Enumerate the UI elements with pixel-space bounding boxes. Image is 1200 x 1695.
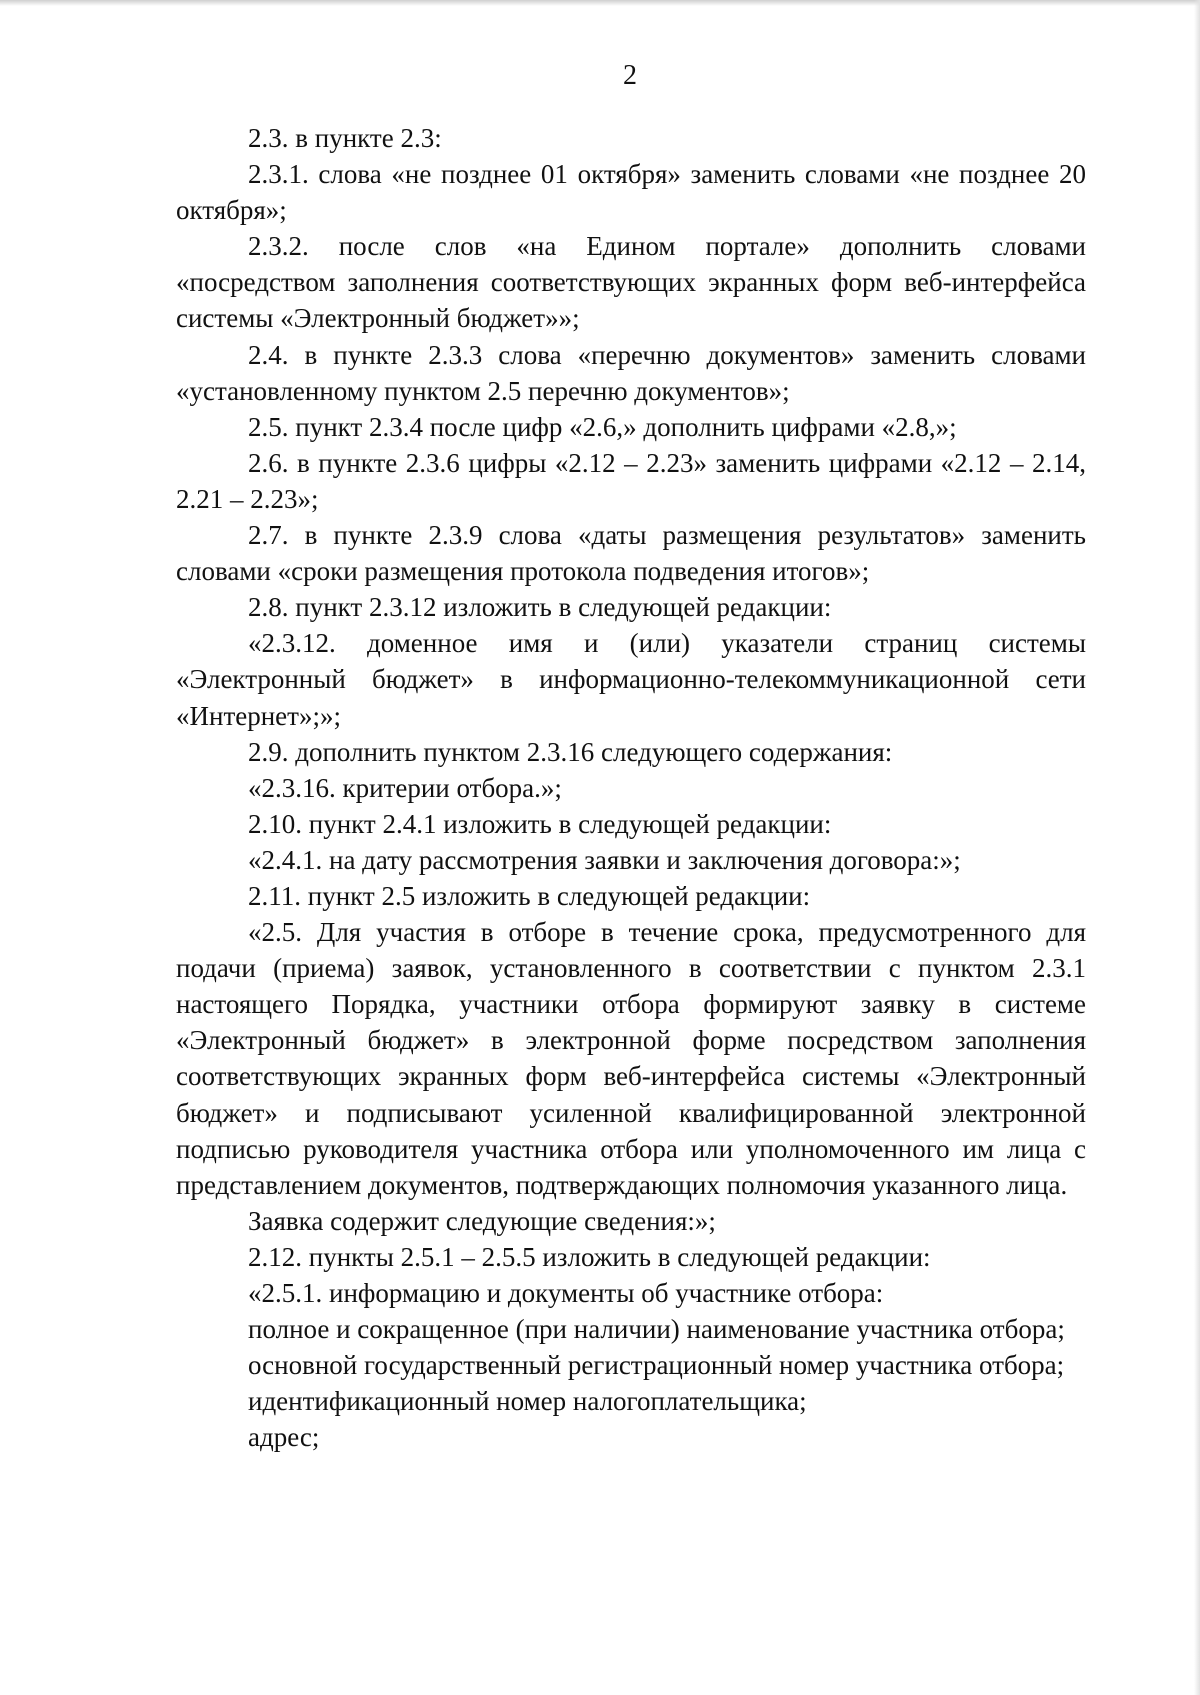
paragraph-2-4-1-quote: «2.4.1. на дату рассмотрения заявки и заключения договора:»; bbox=[248, 844, 961, 875]
paragraph-2-9: 2.9. дополнить пунктом 2.3.16 следующего содержания: bbox=[248, 736, 893, 767]
paragraph-inn: идентификационный номер налогоплательщика; bbox=[248, 1386, 807, 1417]
paragraph-2-7: 2.7. в пункте 2.3.9 слова «даты размещения результатов» заменить словами «сроки размещения протокола подведения итогов»; bbox=[176, 520, 1086, 587]
page-number: 2 bbox=[623, 60, 637, 91]
paragraph-2-6: 2.6. в пункте 2.3.6 цифры «2.12 – 2.23» заменить цифрами «2.12 – 2.14, 2.21 – 2.23»; bbox=[176, 447, 1086, 514]
paragraph-2-4: 2.4. в пункте 2.3.3 слова «перечню документов» заменить словами «установленному пунктом 2.5 перечню документов»; bbox=[176, 339, 1086, 406]
paragraph-2-3-2: 2.3.2. после слов «на Едином портале» дополнить словами «посредством заполнения соответствующих экранных форм веб-интерфейса системы «Электронный бюджет»»; bbox=[176, 231, 1086, 334]
paragraph-2-11: 2.11. пункт 2.5 изложить в следующей редакции: bbox=[248, 880, 811, 911]
document-body bbox=[176, 120, 1086, 1455]
paragraph-application-contents: Заявка содержит следующие сведения:»; bbox=[248, 1205, 716, 1236]
paragraph-2-5-quote: «2.5. Для участия в отборе в течение срока, предусмотренного для подачи (приема) заявок, установленного в соответствии с пунктом 2.3.1 настоящего Порядка, участники отбора формируют заявку в системе «Электронный бюджет» в электронной форме посредством заполнения соответствующих экранных форм веб-интерфейса системы «Электронный бюджет» и подписывают усиленной квалифицированной электронной подписью руководителя участника отбора или уполномоченного им лица с представлением документов, подтверждающих полномочия указанного лица. bbox=[176, 917, 1086, 1200]
paragraph-2-3: 2.3. в пункте 2.3: bbox=[248, 123, 442, 153]
paragraph-2-5: 2.5. пункт 2.3.4 после цифр «2.6,» дополнить цифрами «2.8,»; bbox=[248, 411, 957, 442]
paragraph-2-10: 2.10. пункт 2.4.1 изложить в следующей редакции: bbox=[248, 808, 832, 839]
paragraph-2-3-1: 2.3.1. слова «не позднее 01 октября» заменить словами «не позднее 20 октября»; bbox=[176, 159, 1086, 226]
paragraph-2-3-12-quote: «2.3.12. доменное имя и (или) указатели страниц системы «Электронный бюджет» в информационно-телекоммуникационной сети «Интернет»;»; bbox=[176, 628, 1086, 731]
paragraph-address: адрес; bbox=[248, 1422, 320, 1453]
paragraph-full-name: полное и сокращенное (при наличии) наименование участника отбора; bbox=[248, 1314, 1065, 1345]
paragraph-2-5-1-quote: «2.5.1. информацию и документы об участнике отбора: bbox=[248, 1278, 884, 1308]
paragraph-2-3-16-quote: «2.3.16. критерии отбора.»; bbox=[248, 772, 562, 803]
paragraph-2-12: 2.12. пункты 2.5.1 – 2.5.5 изложить в следующей редакции: bbox=[248, 1241, 931, 1272]
paragraph-2-8: 2.8. пункт 2.3.12 изложить в следующей редакции: bbox=[248, 592, 832, 623]
scan-edge-top bbox=[0, 0, 1200, 6]
scan-edge-right bbox=[1194, 0, 1200, 1695]
paragraph-ogrn: основной государственный регистрационный номер участника отбора; bbox=[248, 1350, 1065, 1381]
